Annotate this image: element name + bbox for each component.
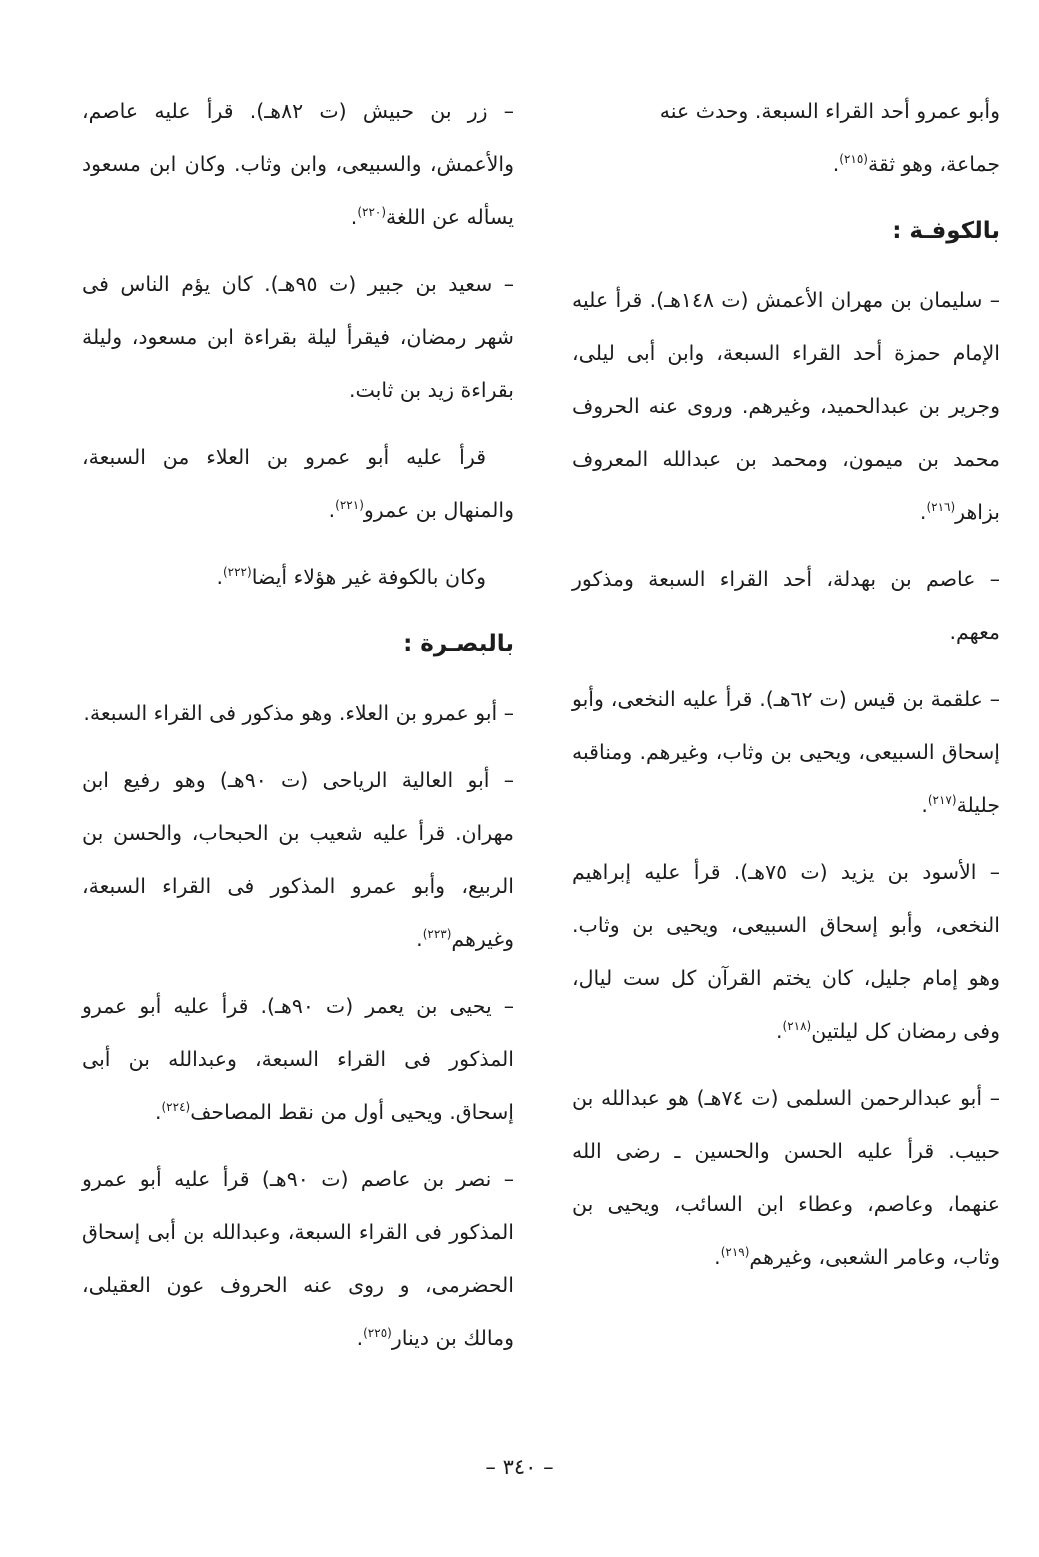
paragraph-readers: قرأ عليه أبو عمرو بن العلاء من السبعة، والمنهال بن عمرو$^{(٢٢١)}$. bbox=[82, 445, 514, 522]
entry-paragraph: – أبو العالية الرياحى (ت ٩٠هـ) وهو رفيع ابن مهران. قرأ عليه شعيب بن الحبحاب، والحسن بن الربيع، وأبو عمرو المذكور فى القراء السبعة، وغيرهم$^{(٢٢٣)}$. bbox=[82, 768, 514, 951]
paragraph-others: وكان بالكوفة غير هؤلاء أيضا$^{(٢٢٢)}$. bbox=[216, 565, 486, 589]
entry-text: – أبو العالية الرياحى (ت ٩٠هـ) وهو رفيع ابن مهران. قرأ عليه شعيب بن الحبحاب، والحسن بن الربيع، وأبو عمرو المذكور فى القراء السبعة، وغيرهم bbox=[82, 768, 514, 951]
entry-text: – يحيى بن يعمر (ت ٩٠هـ). قرأ عليه أبو عمرو المذكور فى القراء السبعة، وعبدالله بن أبى إسحاق. ويحيى أول من نقط المصاحف bbox=[82, 994, 514, 1124]
entry-text: – سليمان بن مهران الأعمش (ت ١٤٨هـ). قرأ عليه الإمام حمزة أحد القراء السبعة، وابن أبى ليلى، وجرير بن عبدالحميد، وغيرهم. وروى عنه الحروف محمد بن ميمون، ومحمد بن عبدالله المعروف بزاهر bbox=[572, 288, 1000, 524]
entry-text: – زر بن حبيش (ت ٨٢هـ). قرأ عليه عاصم، والأعمش، والسبيعى، وابن وثاب. وكان ابن مسعود يسأله عن اللغة bbox=[82, 99, 515, 229]
paragraph-text: وكان بالكوفة غير هؤلاء أيضا bbox=[251, 565, 486, 589]
entry-text: – أبو عمرو بن العلاء. وهو مذكور فى القراء السبعة. bbox=[83, 701, 514, 725]
entry-text: – سعيد بن جبير (ت ٩٥هـ). كان يؤم الناس فى شهر رمضان، فيقرأ ليلة بقراءة ابن مسعود، وليلة بقراءة زيد بن ثابت. bbox=[82, 272, 515, 402]
entry-text: – علقمة بن قيس (ت ٦٢هـ). قرأ عليه النخعى، وأبو إسحاق السبيعى، ويحيى بن وثاب، وغيرهم. ومناقبه جليلة bbox=[572, 687, 1000, 817]
intro-paragraph bbox=[572, 85, 1000, 191]
entry-paragraph: – نصر بن عاصم (ت ٩٠هـ) قرأ عليه أبو عمرو المذكور فى القراء السبعة، وعبدالله بن أبى إسحاق الحضرمى، و روى عنه الحروف عون العقيلى، ومالك بن دينار$^{(٢٢٥)}$. bbox=[82, 1167, 515, 1350]
intro-line-1: وأبو عمرو أحد القراء السبعة. وحدث عنه bbox=[659, 99, 1000, 123]
entry-text: – عاصم بن بهدلة، أحد القراء السبعة ومذكور معهم. bbox=[572, 567, 1000, 644]
footnote-ref: (٢١٨) bbox=[782, 1019, 812, 1034]
entry-paragraph: – علقمة بن قيس (ت ٦٢هـ). قرأ عليه النخعى، وأبو إسحاق السبيعى، ويحيى بن وثاب، وغيرهم. ومناقبه جليلة$^{(٢١٧)}$. bbox=[572, 687, 1000, 817]
footnote-ref: (٢٢٢) bbox=[222, 565, 252, 580]
entry-paragraph bbox=[82, 687, 514, 740]
entry-paragraph: – سليمان بن مهران الأعمش (ت ١٤٨هـ). قرأ عليه الإمام حمزة أحد القراء السبعة، وابن أبى ليلى، وجرير بن عبدالحميد، وغيرهم. وروى عنه الحروف محمد بن ميمون، ومحمد بن عبدالله المعروف بزاهر$^{(٢١٦)}$. bbox=[572, 288, 1000, 524]
entry-paragraph: – أبو عبدالرحمن السلمى (ت ٧٤هـ) هو عبدالله بن حبيب. قرأ عليه الحسن والحسين ـ رضى الله عنهما، وعاصم، وعطاء ابن السائب، ويحيى بن وثاب، وعامر الشعبى، وغيرهم$^{(٢١٩)}$. bbox=[572, 1086, 1000, 1269]
footnote-ref: (٢٢١) bbox=[335, 498, 364, 513]
section-heading-kufa: بالكوفـة : bbox=[892, 218, 1000, 244]
footnote-ref: (٢٢٤) bbox=[161, 1100, 191, 1115]
page-number: – ٣٤٠ – bbox=[485, 1455, 554, 1479]
intro-line-2: جماعة، وهو ثقة bbox=[867, 152, 1000, 176]
footnote-ref: (٢١٦) bbox=[926, 500, 956, 515]
section-heading-basra: بالبصـرة : bbox=[403, 631, 514, 657]
entry-paragraph bbox=[82, 258, 514, 417]
entry-text: – نصر بن عاصم (ت ٩٠هـ) قرأ عليه أبو عمرو المذكور فى القراء السبعة، وعبدالله بن أبى إسحاق الحضرمى، و روى عنه الحروف عون العقيلى، ومالك بن دينار bbox=[82, 1167, 515, 1350]
entry-text: – الأسود بن يزيد (ت ٧٥هـ). قرأ عليه إبراهيم النخعى، وأبو إسحاق السبيعى، ويحيى بن وثاب. وهو إمام جليل، كان يختم القرآن كل ست ليال، وفى رمضان كل ليلتين bbox=[572, 860, 1000, 1043]
paragraph-text: قرأ عليه أبو عمرو بن العلاء من السبعة، والمنهال بن عمرو bbox=[82, 445, 514, 522]
entry-paragraph: – الأسود بن يزيد (ت ٧٥هـ). قرأ عليه إبراهيم النخعى، وأبو إسحاق السبيعى، ويحيى بن وثاب. وهو إمام جليل، كان يختم القرآن كل ست ليال، وفى رمضان كل ليلتين$^{(٢١٨)}$. bbox=[572, 860, 1000, 1043]
entry-paragraph: – يحيى بن يعمر (ت ٩٠هـ). قرأ عليه أبو عمرو المذكور فى القراء السبعة، وعبدالله بن أبى إسحاق. ويحيى أول من نقط المصاحف$^{(٢٢٤)}$. bbox=[82, 994, 514, 1124]
entry-text: – أبو عبدالرحمن السلمى (ت ٧٤هـ) هو عبدالله بن حبيب. قرأ عليه الحسن والحسين ـ رضى الله عنهما، وعاصم، وعطاء ابن السائب، ويحيى بن وثاب، وعامر الشعبى، وغيرهم bbox=[572, 1086, 1000, 1269]
footnote-ref: (٢١٧) bbox=[927, 793, 957, 808]
right-column bbox=[572, 85, 1000, 1298]
entry-paragraph bbox=[572, 553, 1000, 659]
intro-end: . bbox=[832, 152, 840, 176]
footnote-ref: (٢٢٥) bbox=[363, 1326, 392, 1341]
entry-paragraph: – زر بن حبيش (ت ٨٢هـ). قرأ عليه عاصم، والأعمش، والسبيعى، وابن وثاب. وكان ابن مسعود يسأله عن اللغة$^{(٢٢٠)}$. bbox=[82, 99, 515, 229]
footnote-ref: (٢٢٠) bbox=[357, 205, 387, 220]
left-column bbox=[82, 85, 514, 1379]
footnote-ref: (٢١٩) bbox=[720, 1245, 750, 1260]
footnote-ref: (٢٢٣) bbox=[422, 927, 452, 942]
footnote-ref: (٢١٥) bbox=[839, 152, 868, 167]
